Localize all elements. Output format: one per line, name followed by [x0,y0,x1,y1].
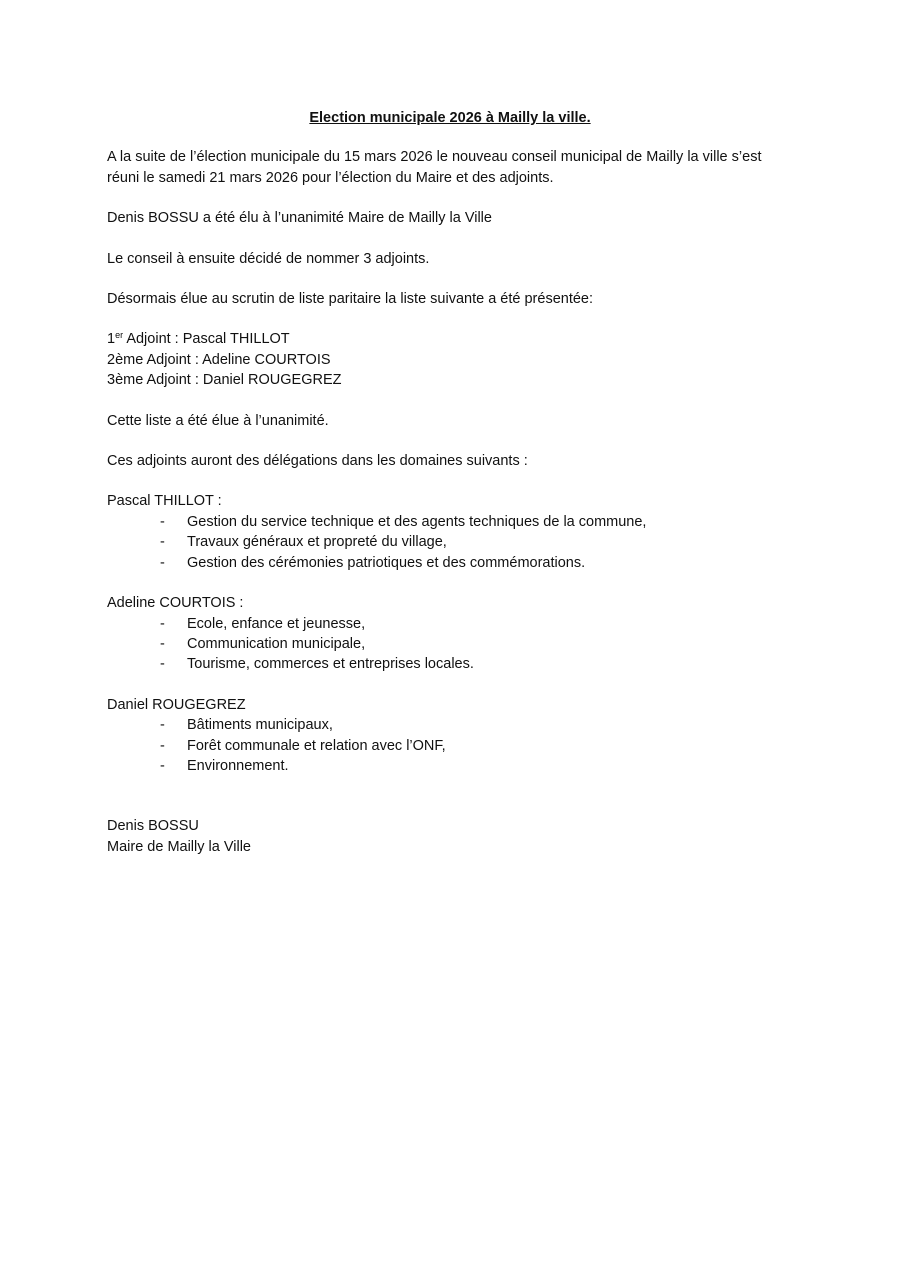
list-bullet: - [160,717,165,734]
delegations-intro-paragraph: Ces adjoints auront des délégations dans les domaines suivants : [107,453,528,470]
signature-block [107,816,807,857]
delegation-block-courtois [107,593,807,675]
mayor-elected-paragraph: Denis BOSSU a été élu à l’unanimité Maire de Mailly la Ville [107,210,492,227]
delegation-block-rougegrez [107,695,807,777]
list-item-text: Environnement. [187,757,289,774]
signature-role: Maire de Mailly la Ville [107,838,251,855]
list-bullet: - [160,534,165,551]
list-bullet: - [160,635,165,652]
list-item-text: Travaux généraux et propreté du village, [187,534,447,551]
adjoint-2: 2ème Adjoint : Adeline COURTOIS [107,351,331,368]
list-item-text: Gestion du service technique et des agents techniques de la commune, [187,513,647,530]
adjoint-1-label: Adjoint : Pascal THILLOT [123,331,290,348]
list-item-text: Ecole, enfance et jeunesse, [187,615,366,632]
list-item-text: Forêt communale et relation avec l’ONF, [187,737,446,754]
list-item-text: Bâtiments municipaux, [187,717,333,734]
adjoints-list [107,329,807,390]
delegation-block-thillot [107,491,807,573]
list-item [107,532,807,552]
list-item [107,614,807,634]
delegation-name: Adeline COURTOIS : [107,595,244,612]
signature-name: Denis BOSSU [107,818,199,835]
delegation-name: Daniel ROUGEGREZ [107,696,246,713]
adjoint-1 [107,329,807,349]
list-item-text: Communication municipale, [187,635,366,652]
list-bullet: - [160,656,165,673]
list-elected-paragraph: Cette liste a été élue à l’unanimité. [107,412,329,429]
delegation-items [107,512,807,573]
adjoint-1-rank-suffix: er [115,330,124,341]
list-bullet: - [160,615,165,632]
list-bullet: - [160,513,165,530]
delegation-items [107,614,807,675]
council-decision-paragraph: Le conseil à ensuite décidé de nommer 3 adjoints. [107,250,430,267]
adjoint-1-rank: 1 [107,331,116,348]
delegation-items [107,715,807,776]
intro-line-2: réuni le samedi 21 mars 2026 pour l’élection du Maire et des adjoints. [107,169,554,186]
list-item-text: Tourisme, commerces et entreprises locales. [187,656,474,673]
list-bullet: - [160,737,165,754]
list-item [107,512,807,532]
list-item-text: Gestion des cérémonies patriotiques et des commémorations. [187,554,586,571]
list-item [107,634,807,654]
document-body [107,108,807,857]
list-item [107,756,807,776]
list-item [107,654,807,674]
list-bullet: - [160,757,165,774]
list-item [107,736,807,756]
adjoint-3: 3ème Adjoint : Daniel ROUGEGREZ [107,372,342,389]
list-bullet: - [160,554,165,571]
list-item [107,553,807,573]
list-presented-paragraph: Désormais élue au scrutin de liste paritaire la liste suivante a été présentée: [107,291,594,308]
intro-line-1: A la suite de l’élection municipale du 15 mars 2026 le nouveau conseil municipal de Mailly la ville s’est [107,149,762,166]
intro-paragraph [107,147,807,188]
document-title: Election municipale 2026 à Mailly la ville. [309,110,591,126]
list-item [107,715,807,735]
delegation-name: Pascal THILLOT : [107,493,222,510]
